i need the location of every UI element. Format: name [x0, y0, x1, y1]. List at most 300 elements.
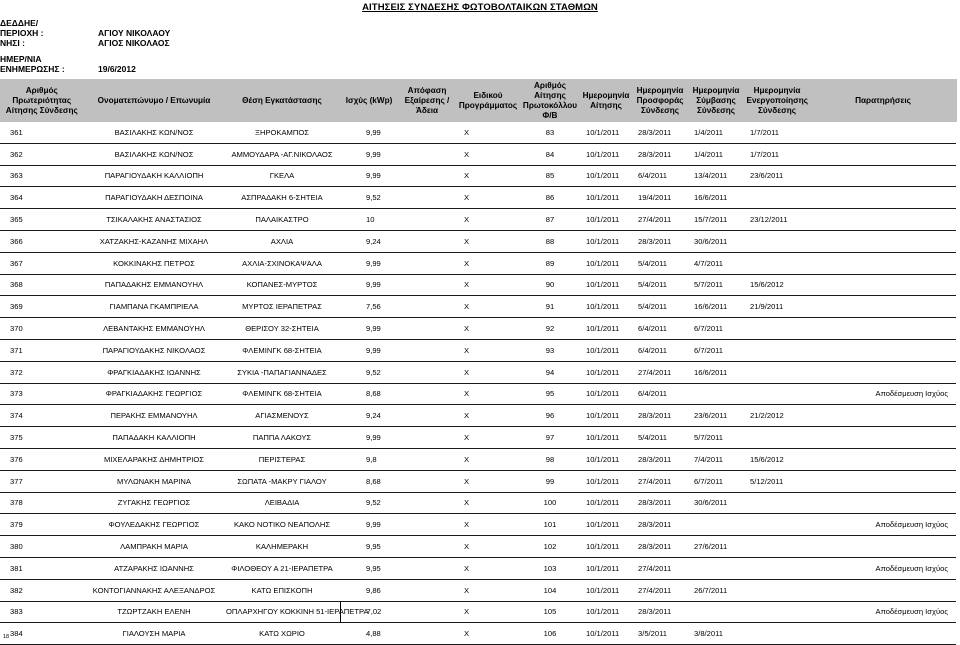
meta-key: ΕΝΗΜΕΡΩΣΗΣ : [0, 64, 65, 74]
meta-key: ΗΜΕΡ/ΝΙΑ [0, 54, 42, 64]
cell-name: ΖΥΓΑΚΗΣ ΓΕΩΡΓΙΟΣ [84, 492, 224, 514]
cell-location: ΣΥΚΙΑ -ΠΑΠΑΓΙΑΝΝΑΔΕΣ [224, 361, 340, 383]
cell-decision [398, 383, 456, 405]
cell-contract-date: 30/6/2011 [688, 492, 744, 514]
cell-contract-date: 3/8/2011 [688, 623, 744, 645]
cell-decision [398, 252, 456, 274]
cell-protocol: 102 [520, 536, 580, 558]
table-row [0, 405, 956, 427]
cell-notes [810, 470, 956, 492]
cell-priority: 369 [0, 296, 84, 318]
cell-application-date: 10/1/2011 [580, 601, 632, 623]
cell-decision [398, 165, 456, 187]
cell-location: ΚΑΤΩ ΧΩΡΙΟ [224, 623, 340, 645]
cell-application-date: 10/1/2011 [580, 427, 632, 449]
cell-program: X [456, 623, 520, 645]
cell-notes [810, 448, 956, 470]
page-number: 18 [3, 634, 10, 640]
cell-notes [810, 361, 956, 383]
table-row [0, 492, 956, 514]
cell-protocol: 96 [520, 405, 580, 427]
cell-application-date: 10/1/2011 [580, 557, 632, 579]
cell-protocol: 89 [520, 252, 580, 274]
cell-power: 9,95 [340, 536, 398, 558]
cell-notes [810, 492, 956, 514]
cell-activation-date [744, 492, 810, 514]
applications-table [0, 79, 957, 645]
cell-application-date: 10/1/2011 [580, 383, 632, 405]
cell-decision [398, 143, 456, 165]
cell-location: ΑΣΠΡΑΔΑΚΗ 6-ΣΗΤΕΙΑ [224, 187, 340, 209]
cell-application-date: 10/1/2011 [580, 296, 632, 318]
cell-contract-date: 6/7/2011 [688, 470, 744, 492]
cell-activation-date [744, 339, 810, 361]
meta-value-island: ΑΓΙΟΣ ΝΙΚΟΛΑΟΣ [98, 38, 170, 48]
cell-name: ΛΑΜΠΡΑΚΗ ΜΑΡΙΑ [84, 536, 224, 558]
cell-power: 9,99 [340, 339, 398, 361]
cell-application-date: 10/1/2011 [580, 274, 632, 296]
cell-power: 8,68 [340, 383, 398, 405]
cell-program: X [456, 274, 520, 296]
cell-offer-date: 5/4/2011 [632, 296, 688, 318]
cell-offer-date: 28/3/2011 [632, 448, 688, 470]
cell-protocol: 97 [520, 427, 580, 449]
cell-protocol: 101 [520, 514, 580, 536]
cell-location: ΠΑΠΠΑ ΛΑΚΟΥΣ [224, 427, 340, 449]
cell-priority: 370 [0, 318, 84, 340]
cell-program: X [456, 122, 520, 143]
table-row [0, 165, 956, 187]
cell-offer-date: 6/4/2011 [632, 165, 688, 187]
cell-application-date: 10/1/2011 [580, 187, 632, 209]
cell-power: 9,8 [340, 448, 398, 470]
meta-value-update-date: 19/6/2012 [98, 64, 136, 74]
cell-application-date: 10/1/2011 [580, 122, 632, 143]
cell-application-date: 10/1/2011 [580, 165, 632, 187]
table-row [0, 623, 956, 645]
cell-contract-date: 6/7/2011 [688, 339, 744, 361]
cell-offer-date: 5/4/2011 [632, 252, 688, 274]
cell-power: 7,56 [340, 296, 398, 318]
col-header-offer-date: Ημερομηνία Προσφοράς Σύνδεσης [632, 79, 688, 122]
col-header-power: Ισχύς (kWp) [340, 79, 398, 122]
cell-program: X [456, 470, 520, 492]
cell-location: ΦΛΕΜΙΝΓΚ 68-ΣΗΤΕΙΑ [224, 339, 340, 361]
cell-application-date: 10/1/2011 [580, 361, 632, 383]
cell-decision [398, 470, 456, 492]
cell-power: 9,99 [340, 143, 398, 165]
cell-notes [810, 274, 956, 296]
cell-application-date: 10/1/2011 [580, 318, 632, 340]
cell-location: ΞΗΡΟΚΑΜΠΟΣ [224, 122, 340, 143]
cell-program: X [456, 427, 520, 449]
table-row [0, 448, 956, 470]
cell-priority: 381 [0, 557, 84, 579]
cell-notes: Αποδέσμευση Ισχύος [810, 514, 956, 536]
cell-program: X [456, 514, 520, 536]
cell-protocol: 86 [520, 187, 580, 209]
cell-application-date: 10/1/2011 [580, 143, 632, 165]
cell-location: ΣΩΠΑΤΑ -ΜΑΚΡΥ ΓΙΑΛΟΥ [224, 470, 340, 492]
table-row [0, 252, 956, 274]
cell-power: 9,99 [340, 122, 398, 143]
cell-contract-date: 15/7/2011 [688, 209, 744, 231]
cell-priority: 374 [0, 405, 84, 427]
cell-priority: 376 [0, 448, 84, 470]
cell-decision [398, 405, 456, 427]
cell-priority: 363 [0, 165, 84, 187]
meta-key: ΠΕΡΙΟΧΗ : [0, 28, 44, 38]
cell-name: ΦΡΑΓΚΙΑΔΑΚΗΣ ΓΕΩΡΓΙΟΣ [84, 383, 224, 405]
cell-activation-date [744, 252, 810, 274]
cell-protocol: 95 [520, 383, 580, 405]
cell-name: ΜΙΧΕΛΑΡΑΚΗΣ ΔΗΜΗΤΡΙΟΣ [84, 448, 224, 470]
cell-activation-date [744, 383, 810, 405]
cell-name: ΒΑΣΙΛΑΚΗΣ ΚΩΝ/ΝΟΣ [84, 143, 224, 165]
cell-priority: 373 [0, 383, 84, 405]
col-header-contract-date: Ημερομηνία Σύμβασης Σύνδεσης [688, 79, 744, 122]
cell-program: X [456, 405, 520, 427]
cell-activation-date: 1/7/2011 [744, 122, 810, 143]
cell-location: ΜΥΡΤΟΣ ΙΕΡΑΠΕΤΡΑΣ [224, 296, 340, 318]
cell-contract-date [688, 601, 744, 623]
cell-priority: 368 [0, 274, 84, 296]
cell-program: X [456, 252, 520, 274]
cell-notes [810, 296, 956, 318]
cell-priority: 379 [0, 514, 84, 536]
table-row [0, 557, 956, 579]
cell-activation-date: 23/12/2011 [744, 209, 810, 231]
cell-contract-date: 4/7/2011 [688, 252, 744, 274]
cell-decision [398, 448, 456, 470]
cell-offer-date: 5/4/2011 [632, 427, 688, 449]
cell-decision [398, 361, 456, 383]
cell-application-date: 10/1/2011 [580, 514, 632, 536]
cell-program: X [456, 143, 520, 165]
cell-location: ΠΕΡΙΣΤΕΡΑΣ [224, 448, 340, 470]
cell-offer-date: 28/3/2011 [632, 492, 688, 514]
cell-priority: 380 [0, 536, 84, 558]
cell-program: X [456, 492, 520, 514]
cell-program: X [456, 536, 520, 558]
cell-contract-date: 16/6/2011 [688, 296, 744, 318]
cell-activation-date: 15/6/2012 [744, 448, 810, 470]
cell-application-date: 10/1/2011 [580, 252, 632, 274]
cell-program: X [456, 296, 520, 318]
cell-power: 8,68 [340, 470, 398, 492]
cell-name: ΠΑΡΑΓΙΟΥΔΑΚΗ ΔΕΣΠΟΙΝΑ [84, 187, 224, 209]
cell-contract-date: 16/6/2011 [688, 361, 744, 383]
cell-protocol: 99 [520, 470, 580, 492]
col-header-program: Ειδικού Προγράμματος [456, 79, 520, 122]
table-row [0, 470, 956, 492]
cell-decision [398, 492, 456, 514]
cell-priority: 372 [0, 361, 84, 383]
col-header-decision: Απόφαση Εξαίρεσης / Άδεια [398, 79, 456, 122]
cell-power: 9,99 [340, 514, 398, 536]
col-header-location: Θέση Εγκατάστασης [224, 79, 340, 122]
cell-location: ΠΑΛΑΙΚΑΣΤΡΟ [224, 209, 340, 231]
cell-protocol: 84 [520, 143, 580, 165]
cell-contract-date [688, 557, 744, 579]
cell-decision [398, 579, 456, 601]
cell-offer-date: 28/3/2011 [632, 514, 688, 536]
cell-notes [810, 187, 956, 209]
cell-decision [398, 209, 456, 231]
cell-priority: 371 [0, 339, 84, 361]
meta-key: ΔΕΔΔΗΕ/ [0, 18, 39, 28]
cell-activation-date: 21/9/2011 [744, 296, 810, 318]
cell-name: ΦΡΑΓΚΙΑΔΑΚΗΣ ΙΩΑΝΝΗΣ [84, 361, 224, 383]
cell-decision [398, 557, 456, 579]
cell-name: ΠΕΡΑΚΗΣ ΕΜΜΑΝΟΥΗΛ [84, 405, 224, 427]
cell-decision [398, 274, 456, 296]
cell-contract-date: 27/6/2011 [688, 536, 744, 558]
cell-offer-date: 28/3/2011 [632, 601, 688, 623]
cell-contract-date: 23/6/2011 [688, 405, 744, 427]
cell-priority: 375 [0, 427, 84, 449]
cell-power: 9,24 [340, 405, 398, 427]
cell-activation-date [744, 623, 810, 645]
cell-decision [398, 601, 456, 623]
cell-notes [810, 209, 956, 231]
meta-value-area: ΑΓΙΟΥ ΝΙΚΟΛΑΟΥ [98, 28, 171, 38]
cell-protocol: 91 [520, 296, 580, 318]
cell-power: 9,52 [340, 492, 398, 514]
cell-power: 9,52 [340, 361, 398, 383]
cell-activation-date [744, 536, 810, 558]
cell-name: ΓΙΑΜΠΑΝΑ ΓΚΑΜΠΡΙΕΛΑ [84, 296, 224, 318]
cell-notes [810, 318, 956, 340]
cell-activation-date [744, 187, 810, 209]
cell-location: ΑΓΙΑΣΜΕΝΟΥΣ [224, 405, 340, 427]
cell-application-date: 10/1/2011 [580, 209, 632, 231]
cell-application-date: 10/1/2011 [580, 405, 632, 427]
cell-location: ΚΑΛΗΜΕΡΑΚΗ [224, 536, 340, 558]
cell-protocol: 87 [520, 209, 580, 231]
cell-program: X [456, 557, 520, 579]
cell-offer-date: 28/3/2011 [632, 405, 688, 427]
cell-application-date: 10/1/2011 [580, 230, 632, 252]
cell-power: 9,95 [340, 557, 398, 579]
cell-name: ΤΣΙΚΑΛΑΚΗΣ ΑΝΑΣΤΑΣΙΟΣ [84, 209, 224, 231]
cell-program: X [456, 165, 520, 187]
table-row [0, 579, 956, 601]
cell-contract-date: 6/7/2011 [688, 318, 744, 340]
cell-notes: Αποδέσμευση Ισχύος [810, 601, 956, 623]
cell-program: X [456, 230, 520, 252]
col-header-application-date: Ημερομηνία Αίτησης [580, 79, 632, 122]
cell-notes [810, 536, 956, 558]
cell-notes [810, 230, 956, 252]
cell-offer-date: 28/3/2011 [632, 122, 688, 143]
cell-power: 9,52 [340, 187, 398, 209]
cell-activation-date: 21/2/2012 [744, 405, 810, 427]
cell-contract-date [688, 383, 744, 405]
cell-activation-date: 5/12/2011 [744, 470, 810, 492]
cell-offer-date: 27/4/2011 [632, 557, 688, 579]
table-row [0, 536, 956, 558]
cell-decision [398, 230, 456, 252]
cell-contract-date: 5/7/2011 [688, 427, 744, 449]
header-row [0, 79, 956, 122]
cell-activation-date [744, 579, 810, 601]
cell-power: 9,99 [340, 274, 398, 296]
cell-protocol: 100 [520, 492, 580, 514]
col-header-protocol: Αριθμός Αίτησης Πρωτοκόλλου Φ/Β [520, 79, 580, 122]
cell-offer-date: 28/3/2011 [632, 230, 688, 252]
table-row [0, 318, 956, 340]
table-row [0, 187, 956, 209]
cell-location: ΑΧΛΙΑ [224, 230, 340, 252]
cell-name: ΤΖΩΡΤΖΑΚΗ ΕΛΕΝΗ [84, 601, 224, 623]
table-row [0, 383, 956, 405]
cell-priority: 362 [0, 143, 84, 165]
cell-priority: 364 [0, 187, 84, 209]
cell-power: 9,99 [340, 427, 398, 449]
cell-offer-date: 28/3/2011 [632, 536, 688, 558]
cell-activation-date: 23/6/2011 [744, 165, 810, 187]
cell-contract-date: 13/4/2011 [688, 165, 744, 187]
table-row [0, 514, 956, 536]
cell-notes [810, 427, 956, 449]
col-header-activation-date: Ημερομηνία Ενεργοποίησης Σύνδεσης [744, 79, 810, 122]
cell-notes [810, 579, 956, 601]
cell-notes: Αποδέσμευση Ισχύος [810, 557, 956, 579]
cell-contract-date: 1/4/2011 [688, 122, 744, 143]
cell-activation-date [744, 514, 810, 536]
cell-program: X [456, 579, 520, 601]
cell-program: X [456, 601, 520, 623]
cell-offer-date: 27/4/2011 [632, 209, 688, 231]
cell-protocol: 104 [520, 579, 580, 601]
cell-decision [398, 427, 456, 449]
cell-application-date: 10/1/2011 [580, 492, 632, 514]
cell-protocol: 106 [520, 623, 580, 645]
cell-protocol: 83 [520, 122, 580, 143]
cell-program: X [456, 318, 520, 340]
cell-contract-date: 16/6/2011 [688, 187, 744, 209]
cell-activation-date [744, 557, 810, 579]
cell-offer-date: 3/5/2011 [632, 623, 688, 645]
cell-name: ΜΥΛΩΝΑΚΗ ΜΑΡΙΝΑ [84, 470, 224, 492]
cell-program: X [456, 448, 520, 470]
cell-contract-date: 5/7/2011 [688, 274, 744, 296]
cell-program: X [456, 361, 520, 383]
cell-offer-date: 5/4/2011 [632, 274, 688, 296]
cell-location: ΑΜΜΟΥΔΑΡΑ -ΑΓ.ΝΙΚΟΛΑΟΣ [224, 143, 340, 165]
cell-notes [810, 143, 956, 165]
cell-priority: 383 [0, 601, 84, 623]
cell-location: ΚΑΚΟ ΝΟΤΙΚΟ ΝΕΑΠΟΛΗΣ [224, 514, 340, 536]
table-row [0, 143, 956, 165]
cell-decision [398, 339, 456, 361]
cell-application-date: 10/1/2011 [580, 623, 632, 645]
cell-activation-date: 15/6/2012 [744, 274, 810, 296]
document-title: ΑΙΤΗΣΕΙΣ ΣΥΝΔΕΣΗΣ ΦΩΤΟΒΟΛΤΑΙΚΩΝ ΣΤΑΘΜΩΝ [362, 2, 598, 13]
cell-contract-date: 30/6/2011 [688, 230, 744, 252]
cell-location: ΚΟΠΑΝΕΣ-ΜΥΡΤΟΣ [224, 274, 340, 296]
cell-program: X [456, 339, 520, 361]
table-row [0, 209, 956, 231]
table-header [0, 79, 956, 122]
cell-offer-date: 28/3/2011 [632, 143, 688, 165]
cell-decision [398, 536, 456, 558]
cell-notes [810, 122, 956, 143]
cell-power: 9,86 [340, 579, 398, 601]
cell-application-date: 10/1/2011 [580, 339, 632, 361]
col-header-priority: Αριθμός Πρωτεριότητας Αίτησης Σύνδεσης [0, 79, 84, 122]
cell-offer-date: 27/4/2011 [632, 470, 688, 492]
cell-activation-date: 1/7/2011 [744, 143, 810, 165]
cell-activation-date [744, 361, 810, 383]
cell-notes [810, 339, 956, 361]
cell-name: ΒΑΣΙΛΑΚΗΣ ΚΩΝ/ΝΟΣ [84, 122, 224, 143]
cell-power: 7,02 [340, 601, 398, 623]
cell-decision [398, 318, 456, 340]
meta-key: ΝΗΣΙ : [0, 38, 25, 48]
cell-location: ΦΛΕΜΙΝΓΚ 68-ΣΗΤΕΙΑ [224, 383, 340, 405]
cell-name: ΠΑΡΑΓΙΟΥΔΑΚΗΣ ΝΙΚΟΛΑΟΣ [84, 339, 224, 361]
cell-decision [398, 514, 456, 536]
cell-name: ΓΙΑΛΟΥΣΗ ΜΑΡΙΑ [84, 623, 224, 645]
cell-notes [810, 623, 956, 645]
cell-priority: 382 [0, 579, 84, 601]
cell-contract-date: 26/7/2011 [688, 579, 744, 601]
col-header-notes: Παρατηρήσεις [810, 79, 956, 122]
cell-activation-date [744, 230, 810, 252]
cell-decision [398, 187, 456, 209]
cell-program: X [456, 209, 520, 231]
cell-application-date: 10/1/2011 [580, 470, 632, 492]
cell-power: 10 [340, 209, 398, 231]
cell-program: X [456, 187, 520, 209]
table-row [0, 427, 956, 449]
cell-location: ΟΠΛΑΡΧΗΓΟΥ ΚΟΚΚΙΝΗ 51-ΙΕΡΑΠΕΤΡΑ [224, 601, 340, 623]
cell-protocol: 98 [520, 448, 580, 470]
cell-notes [810, 252, 956, 274]
table-row [0, 274, 956, 296]
cell-notes: Αποδέσμευση Ισχύος [810, 383, 956, 405]
cell-priority: 377 [0, 470, 84, 492]
cell-power: 9,99 [340, 318, 398, 340]
cell-name: ΑΤΖΑΡΑΚΗΣ ΙΩΑΝΝΗΣ [84, 557, 224, 579]
cell-location: ΘΕΡΙΣΟΥ 32-ΣΗΤΕΙΑ [224, 318, 340, 340]
cell-contract-date: 7/4/2011 [688, 448, 744, 470]
cell-name: ΠΑΠΑΔΑΚΗ ΚΑΛΛΙΟΠΗ [84, 427, 224, 449]
table-row [0, 361, 956, 383]
table-row [0, 296, 956, 318]
cell-notes [810, 405, 956, 427]
cell-protocol: 94 [520, 361, 580, 383]
cell-location: ΚΑΤΩ ΕΠΙΣΚΟΠΗ [224, 579, 340, 601]
cell-name: ΚΟΝΤΟΓΙΑΝΝΑΚΗΣ ΑΛΕΞΑΝΔΡΟΣ [84, 579, 224, 601]
cell-application-date: 10/1/2011 [580, 536, 632, 558]
cell-power: 4,88 [340, 623, 398, 645]
cell-location: ΦΙΛΟΘΕΟΥ Α 21-ΙΕΡΑΠΕΤΡΑ [224, 557, 340, 579]
cell-notes [810, 165, 956, 187]
cell-power: 9,24 [340, 230, 398, 252]
cell-name: ΧΑΤΖΑΚΗΣ-ΚΑΖΑΝΗΣ ΜΙΧΑΗΛ [84, 230, 224, 252]
cell-decision [398, 296, 456, 318]
table-row [0, 122, 956, 143]
cell-offer-date: 6/4/2011 [632, 318, 688, 340]
col-header-name: Ονοματεπώνυμο / Επωνυμία [84, 79, 224, 122]
cell-priority: 365 [0, 209, 84, 231]
table-row [0, 339, 956, 361]
cell-priority: 378 [0, 492, 84, 514]
cell-name: ΠΑΡΑΓΙΟΥΔΑΚΗ ΚΑΛΛΙΟΠΗ [84, 165, 224, 187]
